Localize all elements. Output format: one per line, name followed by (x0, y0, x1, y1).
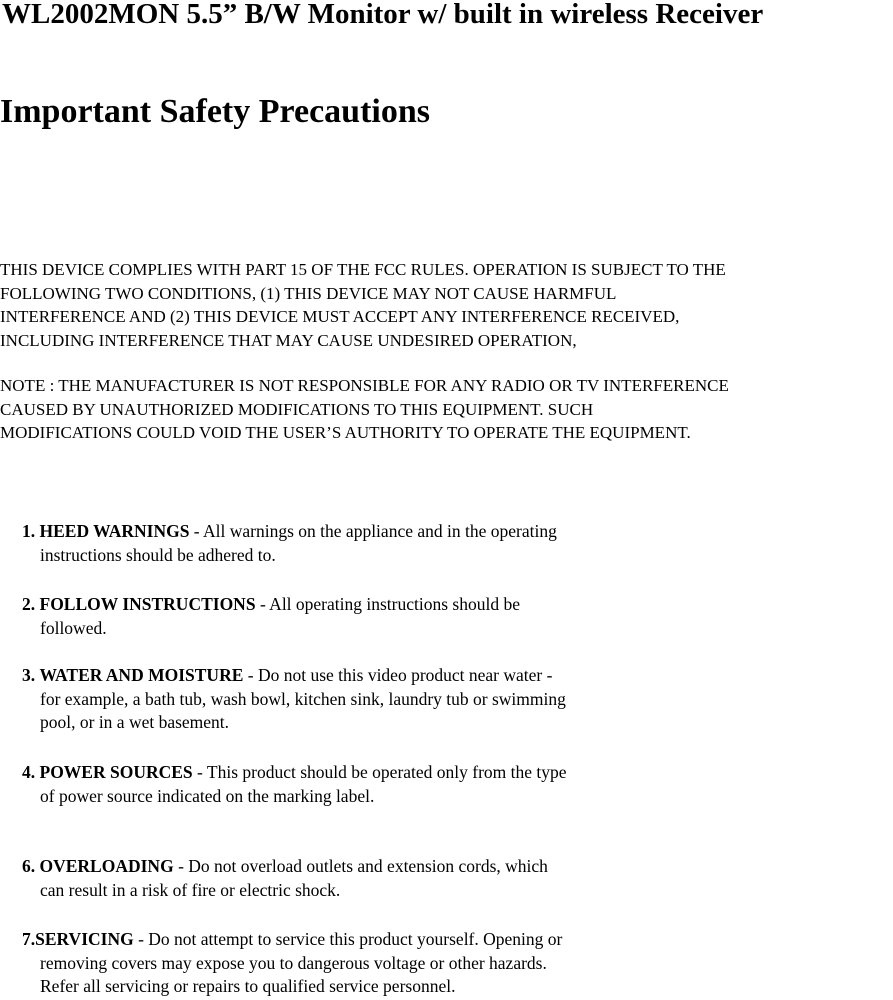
item-text: - Do not overload outlets and extension cords, which (173, 856, 548, 876)
item-number: 6. (22, 856, 36, 876)
item-text: - Do not use this video product near water - (243, 665, 553, 685)
item-continuation: of power source indicated on the marking label. (40, 785, 375, 806)
item-number: 1. (22, 521, 36, 541)
precaution-item-servicing (22, 928, 562, 999)
document-title: WL2002MON 5.5” B/W Monitor w/ built in wireless Receiver (2, 0, 764, 30)
precaution-item-power-sources (22, 761, 567, 808)
precaution-item-follow-instructions (22, 593, 520, 640)
precaution-item-heed-warnings (22, 520, 557, 567)
item-label: POWER SOURCES (39, 762, 193, 782)
item-continuation: Refer all servicing or repairs to qualified service personnel. (40, 976, 456, 996)
note-line: CAUSED BY UNAUTHORIZED MODIFICATIONS TO THIS EQUIPMENT. SUCH (0, 399, 594, 419)
fcc-line: THIS DEVICE COMPLIES WITH PART 15 OF THE FCC RULES. OPERATION IS SUBJECT TO THE (0, 260, 726, 279)
item-label: OVERLOADING (39, 856, 174, 876)
item-label: FOLLOW INSTRUCTIONS (39, 594, 256, 614)
note-line: NOTE : THE MANUFACTURER IS NOT RESPONSIBLE FOR ANY RADIO OR TV INTERFERENCE (0, 376, 729, 395)
item-label: SERVICING (35, 929, 134, 949)
fcc-line: INCLUDING INTERFERENCE THAT MAY CAUSE UNDESIRED OPERATION, (0, 330, 577, 350)
item-number: 4. (22, 762, 36, 782)
item-continuation: pool, or in a wet basement. (40, 712, 230, 732)
item-continuation: instructions should be adhered to. (40, 544, 276, 565)
item-continuation: for example, a bath tub, wash bowl, kitchen sink, laundry tub or swimming (40, 688, 566, 709)
fcc-line: INTERFERENCE AND (2) THIS DEVICE MUST ACCEPT ANY INTERFERENCE RECEIVED, (0, 307, 680, 326)
item-label: HEED WARNINGS (39, 521, 190, 541)
fcc-compliance-statement (0, 258, 726, 352)
item-number: 7. (22, 929, 36, 949)
item-continuation: followed. (40, 617, 107, 638)
manufacturer-note (0, 374, 729, 445)
safety-heading: Important Safety Precautions (0, 93, 430, 130)
item-continuation: removing covers may expose you to dangerous voltage or other hazards. (40, 952, 547, 973)
note-line: MODIFICATIONS COULD VOID THE USER’S AUTHORITY TO OPERATE THE EQUIPMENT. (0, 423, 691, 442)
item-text: - This product should be operated only from the type (192, 762, 567, 782)
item-continuation: can result in a risk of fire or electric shock. (40, 879, 341, 900)
fcc-line: FOLLOWING TWO CONDITIONS, (1) THIS DEVICE MAY NOT CAUSE HARMFUL (0, 283, 617, 303)
item-label: WATER AND MOISTURE (39, 665, 244, 685)
precaution-item-water-and-moisture (22, 664, 566, 735)
item-text: - Do not attempt to service this product yourself. Opening or (133, 929, 563, 949)
precaution-item-overloading (22, 855, 548, 902)
item-number: 2. (22, 594, 36, 614)
item-number: 3. (22, 665, 36, 685)
item-text: - All operating instructions should be (255, 594, 520, 614)
item-text: - All warnings on the appliance and in the operating (189, 521, 557, 541)
